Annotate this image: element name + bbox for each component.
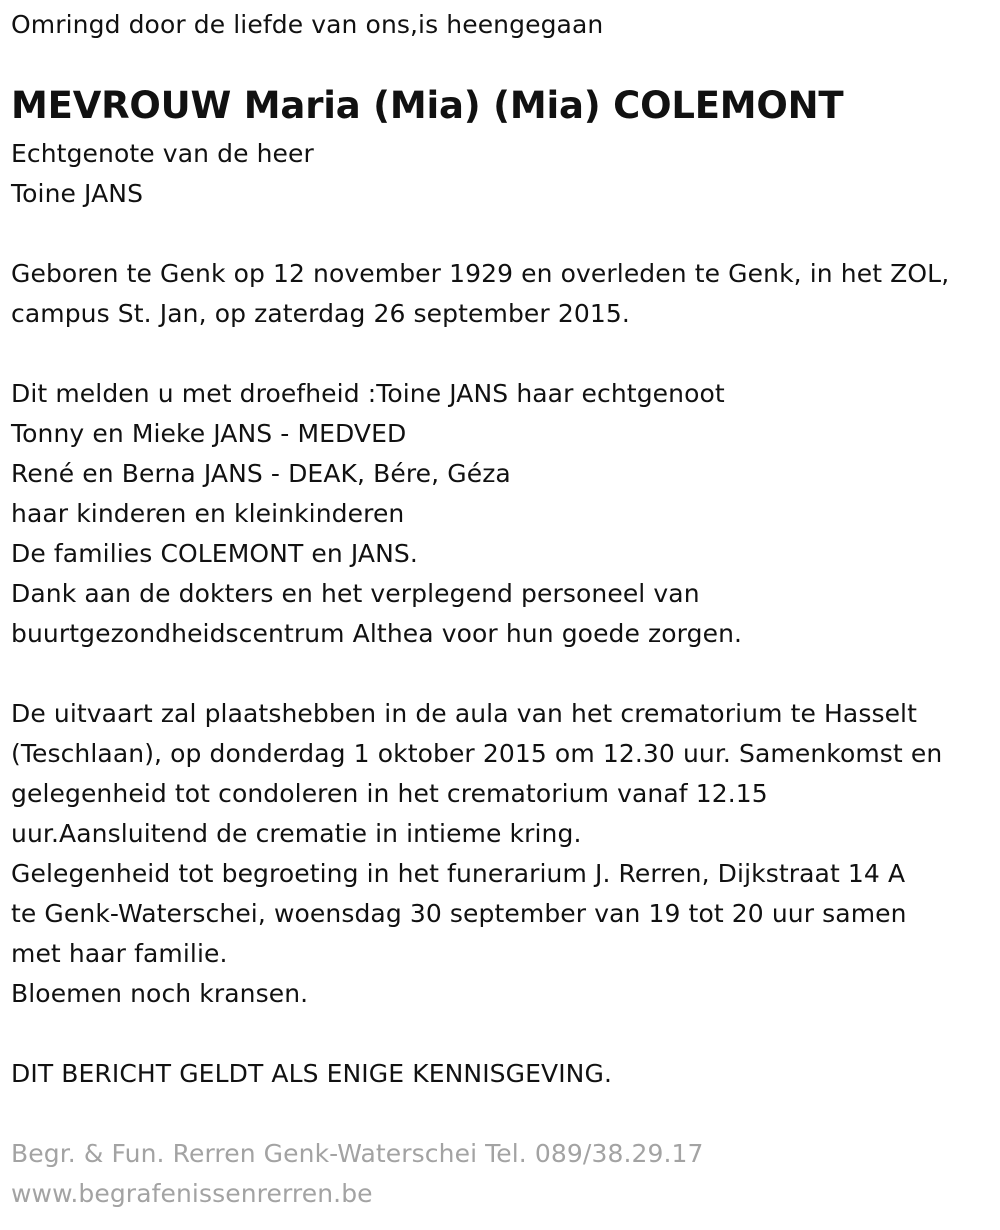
notice-statement: DIT BERICHT GELDT ALS ENIGE KENNISGEVING. (11, 1059, 612, 1088)
birth-death-line: campus St. Jan, op zaterdag 26 september 2015. (11, 299, 630, 328)
funeral-line: gelegenheid tot condoleren in het crematorium vanaf 12.15 (11, 779, 768, 808)
announcement-section (11, 374, 742, 654)
announcement-line: Tonny en Mieke JANS - MEDVED (11, 419, 407, 448)
announcement-line: René en Berna JANS - DEAK, Bére, Géza (11, 459, 511, 488)
funeral-line: met haar familie. (11, 939, 228, 968)
announcement-line: buurtgezondheidscentrum Althea voor hun goede zorgen. (11, 619, 743, 648)
intro-text: Omringd door de liefde van ons,is heengegaan (11, 10, 604, 39)
birth-death-line: Geboren te Genk op 12 november 1929 en overleden te Genk, in het ZOL, (11, 259, 950, 288)
spouse-line: Echtgenote van de heer (11, 139, 314, 168)
announcement-line: Dank aan de dokters en het verplegend personeel van (11, 579, 700, 608)
funeral-home-website: www.begrafenissenrerren.be (11, 1179, 373, 1208)
announcement-line: De families COLEMONT en JANS. (11, 539, 418, 568)
funeral-home-contact: Begr. & Fun. Rerren Genk-Waterschei Tel. 089/38.29.17 (11, 1139, 704, 1168)
funeral-line: Bloemen noch kransen. (11, 979, 309, 1008)
funeral-line: De uitvaart zal plaatshebben in de aula van het crematorium te Hasselt (11, 699, 917, 728)
birth-death-section (11, 254, 949, 334)
announcement-line: Dit melden u met droefheid :Toine JANS haar echtgenoot (11, 379, 725, 408)
spouse-line: Toine JANS (11, 179, 144, 208)
announcement-line: haar kinderen en kleinkinderen (11, 499, 405, 528)
funeral-line: Gelegenheid tot begroeting in het funerarium J. Rerren, Dijkstraat 14 A (11, 859, 906, 888)
funeral-home-footer (11, 1134, 704, 1214)
funeral-details-section (11, 694, 942, 1014)
funeral-line: (Teschlaan), op donderdag 1 oktober 2015 om 12.30 uur. Samenkomst en (11, 739, 943, 768)
funeral-line: te Genk-Waterschei, woensdag 30 september van 19 tot 20 uur samen (11, 899, 907, 928)
deceased-name: MEVROUW Maria (Mia) (Mia) COLEMONT (11, 84, 844, 127)
spouse-section (11, 134, 314, 214)
funeral-line: uur.Aansluitend de crematie in intieme kring. (11, 819, 582, 848)
